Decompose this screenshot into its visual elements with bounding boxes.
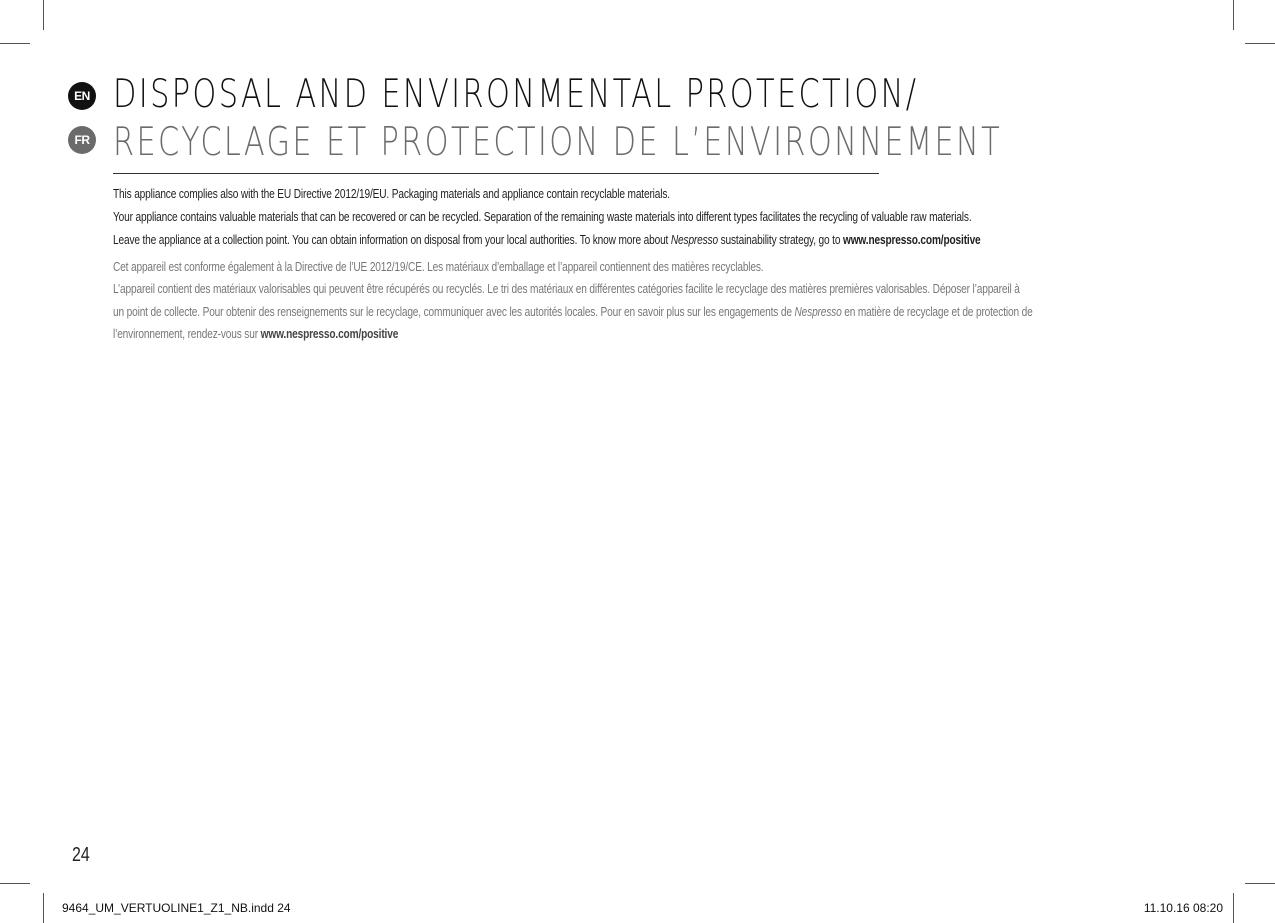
nespresso-link-fr[interactable]: www.nespresso.com/positive [260,326,399,341]
fr-line-2: L’appareil contient des matériaux valorisables qui peuvent être récupérés ou recyclés. Le tri des matériaux en différentes catégories facilite le recyclage des matières premières valorisables. Déposer l’appareil à [113,281,1020,296]
crop-mark [0,883,30,884]
language-badge-fr: FR [68,126,96,154]
slug-timestamp: 11.10.16 08:20 [1143,901,1223,915]
page-number: 24 [72,844,90,866]
en-line-1: This appliance complies also with the EU Directive 2012/19/EU. Packaging materials and appliance contain recyclable materials. [113,186,670,201]
crop-mark [1245,43,1275,44]
crop-mark [43,893,44,923]
crop-mark [43,0,44,30]
brand-name: Nespresso [794,304,842,319]
brand-name: Nespresso [670,232,718,247]
heading-en: DISPOSAL AND ENVIRONMENTAL PROTECTION/ [113,72,919,117]
fr-line-4-text: l’environnement, rendez-vous sur [113,326,261,341]
slug-filename: 9464_UM_VERTUOLINE1_Z1_NB.indd 24 [62,901,291,915]
nespresso-link-en[interactable]: www.nespresso.com/positive [842,232,981,247]
fr-line-3-post: en matière de recyclage et de protection de [841,304,1033,319]
en-line-3 [113,232,1127,247]
fr-line-3-text: un point de collecte. Pour obtenir des renseignements sur le recyclage, communiquer avec les autorités locales. Pour en savoir plus sur les engagements de [113,304,795,319]
en-line-3-mid: sustainability strategy, go to [717,232,843,247]
crop-mark [0,43,30,44]
fr-line-3 [113,304,1127,319]
heading-divider [113,173,879,174]
crop-mark [1245,883,1275,884]
crop-mark [1233,893,1234,923]
en-line-2: Your appliance contains valuable materials that can be recovered or can be recycled. Separation of the remaining waste materials into different types facilitates the recycling of valuable raw materials. [113,209,972,224]
language-badge-en: EN [68,82,96,110]
fr-line-4 [113,326,1127,341]
en-line-3-text: Leave the appliance at a collection point. You can obtain information on disposal from your local authorities. To know more about [113,232,671,247]
heading-fr: RECYCLAGE ET PROTECTION DE L’ENVIRONNEMENT [113,120,1003,165]
fr-line-1: Cet appareil est conforme également à la Directive de l’UE 2012/19/CE. Les matériaux d’emballage et l’appareil contiennent des matières recyclables. [113,259,764,274]
crop-mark [1233,0,1234,30]
